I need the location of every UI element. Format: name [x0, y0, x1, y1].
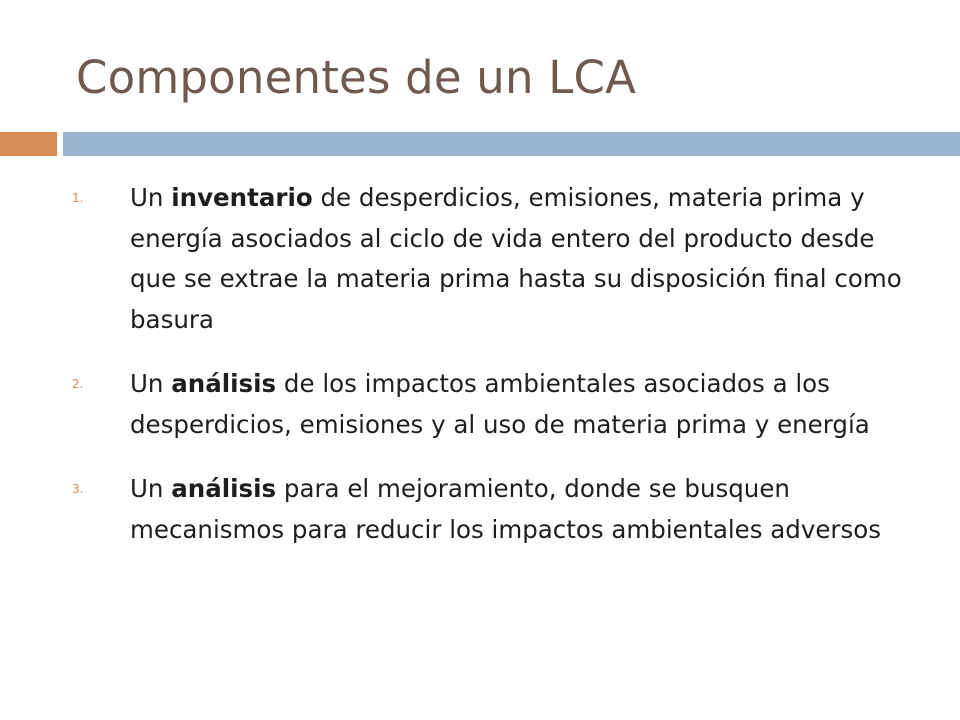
list-item-text-before: Un	[130, 474, 172, 503]
list-item-text-before: Un	[130, 183, 172, 212]
components-list	[72, 178, 922, 574]
list-item-keyword: análisis	[171, 474, 277, 503]
list-item	[72, 178, 922, 340]
list-item-text	[130, 369, 870, 439]
list-item-text-after: de desperdicios, emisiones, materia prima y energía asociados al ciclo de vida entero del producto desde que se extrae la materia prima hasta su disposición final como basura	[130, 183, 902, 334]
list-item-keyword: inventario	[171, 183, 313, 212]
list-item-text-after: de los impactos ambientales asociados a los desperdicios, emisiones y al uso de materia prima y energía	[130, 369, 870, 439]
list-item-keyword: análisis	[171, 369, 277, 398]
list-item-number: 3.	[72, 482, 84, 496]
list-item-text	[130, 474, 881, 544]
list-item-number: 1.	[72, 191, 84, 205]
list-item-number: 2.	[72, 377, 84, 391]
list-item-text	[130, 183, 902, 334]
list-item	[72, 364, 922, 445]
slide-title: Componentes de un LCA	[76, 51, 637, 104]
list-item	[72, 469, 922, 550]
list-item-text-before: Un	[130, 369, 172, 398]
title-accent-bar-orange	[0, 132, 57, 156]
title-accent-bar-blue	[63, 132, 960, 156]
list-item-text-after: para el mejoramiento, donde se busquen mecanismos para reducir los impactos ambientales adversos	[130, 474, 882, 544]
